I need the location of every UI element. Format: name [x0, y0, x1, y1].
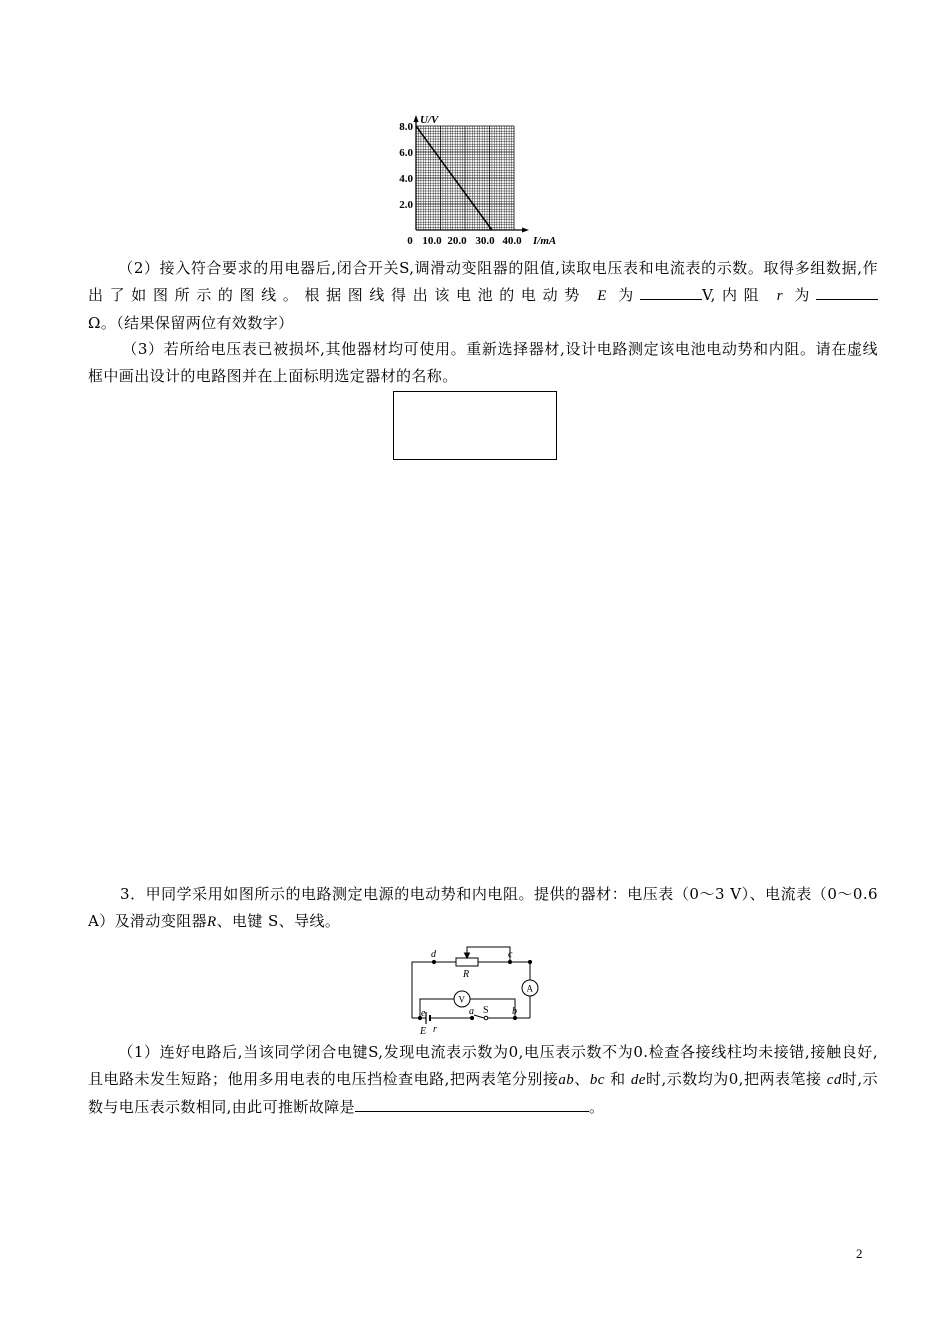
- q1-text-b: 时,示数均为0,把两表笔接: [645, 1070, 822, 1088]
- x-tick-label: 20.0: [447, 235, 467, 247]
- rheostat-slider: [467, 947, 510, 962]
- term-cd: cd: [826, 1072, 842, 1088]
- y-tick-label: 6.0: [399, 147, 413, 159]
- fault-answer-blank[interactable]: [355, 1096, 589, 1112]
- question-1: [88, 1039, 878, 1121]
- label-V: V: [458, 994, 465, 1005]
- p3-text-a: 3．甲同学采用如图所示的电路测定电源的电动势和内电阻。提供的器材：电压表（0～3 V）、电流表（0～0.6 A）及滑动变阻器: [88, 885, 878, 930]
- label-R: R: [463, 969, 470, 980]
- terminal-c: [508, 960, 511, 963]
- q2-wei1: 为: [618, 286, 640, 304]
- term-bc: bc: [589, 1072, 605, 1088]
- label-r: r: [433, 1024, 437, 1035]
- q1-end: 。: [588, 1098, 605, 1116]
- x-tick-label: 0: [407, 235, 413, 247]
- terminal-d: [432, 960, 435, 963]
- rheostat: [456, 958, 478, 966]
- x-axis-arrow: [522, 228, 529, 233]
- label-e: e: [421, 1008, 426, 1019]
- symbol-E: E: [597, 288, 607, 304]
- question-2: [88, 255, 878, 337]
- label-a: a: [469, 1006, 474, 1017]
- page-number: 2: [856, 1246, 863, 1261]
- terminal-c2: [528, 960, 531, 963]
- q2-unit-v: V,内阻: [701, 286, 766, 304]
- p3-text-b: 、电键 S、导线。: [216, 912, 341, 930]
- label-E: E: [420, 1026, 427, 1036]
- label-c: c: [508, 949, 513, 960]
- q1-text-a: （1）连好电路后,当该同学闭合电键S,发现电流表示数为0,电压表示数不为0.检查各接线柱均未接错,接触良好,且电路未发生短路；他用多用电表的电压挡检查电路,把两表笔分别接: [88, 1043, 878, 1088]
- y-tick-label: 2.0: [399, 199, 413, 211]
- q1-text-c: 时,示数与电压表示数相同,由此可推断故障是: [88, 1070, 879, 1116]
- label-A: A: [526, 983, 533, 994]
- y-axis-arrow: [414, 115, 419, 122]
- switch-contact: [484, 1016, 488, 1020]
- q3-text: （3）若所给电压表已被损坏,其他器材均可使用。重新选择器材,设计电路测定该电池电动势和内阻。请在虚线框中画出设计的电路图并在上面标明选定器材的名称。: [88, 340, 878, 385]
- symbol-r: r: [776, 288, 783, 304]
- label-S: S: [483, 1005, 489, 1016]
- x-tick-label: 10.0: [422, 235, 442, 247]
- u-i-graph: [380, 112, 565, 248]
- answer-drawing-box[interactable]: [393, 391, 557, 460]
- q1-sep: 、: [574, 1070, 590, 1088]
- q2-text: （2）接入符合要求的用电器后,闭合开关S,调滑动变阻器的阻值,读取电压表和电流表的示数。取得多组数据,作出了如图所示的图线。根据图线得出该电池的电动势: [88, 259, 878, 304]
- q2-tail: Ω。（结果保留两位有效数字）: [88, 314, 294, 332]
- q1-he: 和: [610, 1070, 626, 1088]
- y-tick-label: 8.0: [399, 121, 413, 133]
- y-axis-label: U/V: [420, 114, 439, 126]
- label-b: b: [512, 1006, 517, 1017]
- graph-grid: [416, 126, 514, 230]
- wire-top-left: [412, 962, 456, 1018]
- question-3: [88, 336, 878, 390]
- circuit-diagram: [404, 944, 554, 1036]
- wire-top-right: [478, 962, 530, 980]
- slider-arrow: [465, 953, 470, 958]
- term-ab: ab: [558, 1072, 575, 1088]
- emf-answer-blank[interactable]: [640, 284, 702, 300]
- term-de: de: [630, 1072, 646, 1088]
- q2-wei2: 为: [794, 286, 817, 304]
- resistance-answer-blank[interactable]: [816, 284, 878, 300]
- x-tick-label: 40.0: [502, 235, 522, 247]
- x-tick-label: 30.0: [475, 235, 495, 247]
- y-tick-label: 4.0: [399, 173, 413, 185]
- symbol-R: R: [207, 914, 217, 930]
- x-axis-label: I/mA: [533, 235, 557, 247]
- voltmeter-wire-right: [470, 999, 515, 1018]
- problem-3: [88, 881, 878, 936]
- label-d: d: [431, 949, 436, 960]
